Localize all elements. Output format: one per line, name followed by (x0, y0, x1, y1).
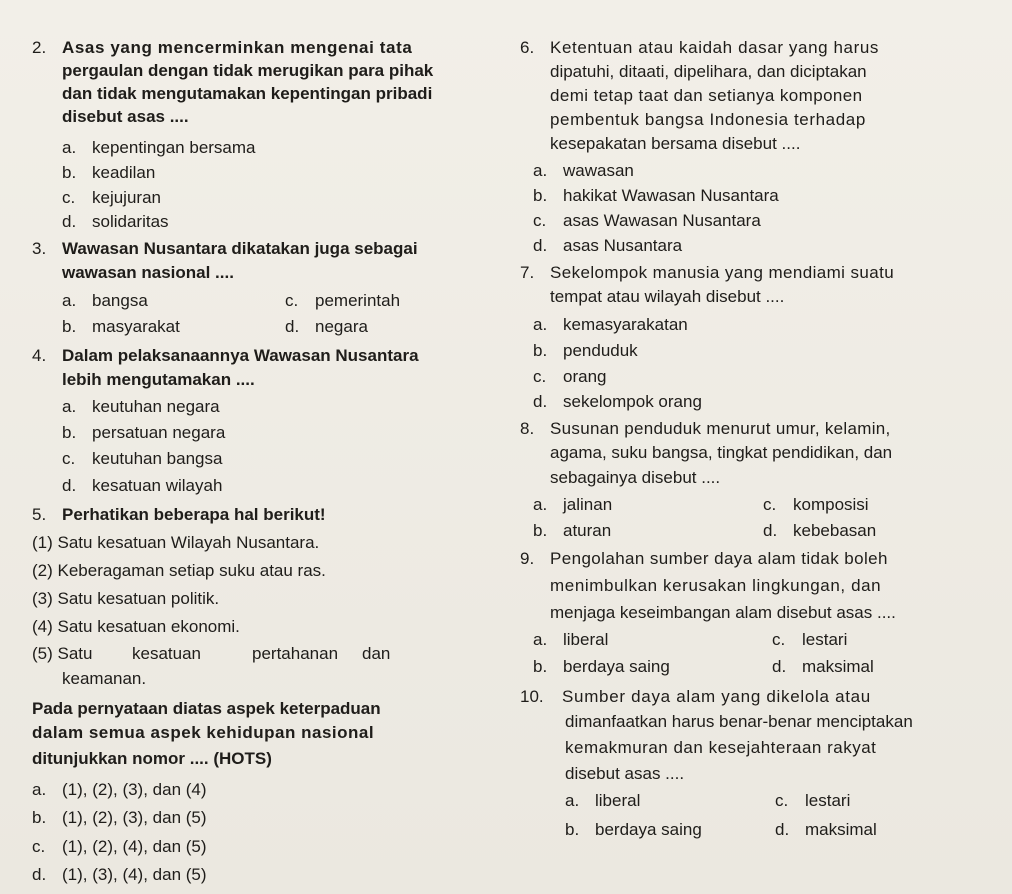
option[interactable]: d. solidaritas (62, 212, 169, 231)
question-stem: menjaga keseimbangan alam disebut asas .... (550, 603, 896, 622)
question-stem: dimanfaatkan harus benar-benar menciptakan (565, 712, 913, 731)
question-stem: dipatuhi, ditaati, dipelihara, dan diciptakan (550, 62, 867, 81)
question-number: 6. (520, 38, 535, 57)
option[interactable]: b. (1), (2), (3), dan (5) (32, 808, 207, 827)
option[interactable]: a. liberal (565, 791, 641, 810)
question-stem: wawasan nasional .... (62, 263, 234, 282)
option[interactable]: b. keadilan (62, 163, 156, 182)
option[interactable]: d. maksimal (775, 820, 877, 839)
question-prompt: Pada pernyataan diatas aspek keterpaduan (32, 699, 381, 718)
question-stem: disebut asas .... (62, 107, 189, 126)
option[interactable]: c. (1), (2), (4), dan (5) (32, 837, 207, 856)
option[interactable]: b. berdaya saing (565, 820, 702, 839)
question-stem: sebagainya disebut .... (550, 468, 721, 487)
option[interactable]: b. berdaya saing (533, 657, 670, 676)
question-stem: Asas yang mencerminkan mengenai tata (62, 38, 413, 57)
option[interactable]: c. lestari (772, 630, 848, 649)
question-prompt: dalam semua aspek kehidupan nasional (32, 723, 375, 742)
question-stem: pembentuk bangsa Indonesia terhadap (550, 110, 866, 129)
option[interactable]: a. jalinan (533, 495, 613, 514)
statement-item: (3) Satu kesatuan politik. (32, 589, 220, 608)
option[interactable]: c. kejujuran (62, 188, 161, 207)
option[interactable]: b. aturan (533, 521, 612, 540)
question-stem: disebut asas .... (565, 764, 685, 783)
question-stem: menimbulkan kerusakan lingkungan, dan (550, 576, 882, 595)
question-stem: pergaulan dengan tidak merugikan para pihak (62, 61, 434, 80)
statement-item: (2) Keberagaman setiap suku atau ras. (32, 561, 326, 580)
question-number: 9. (520, 549, 535, 568)
question-stem: dan tidak mengutamakan kepentingan pribadi (62, 84, 433, 103)
question-number: 10. (520, 687, 544, 706)
option[interactable]: d. asas Nusantara (533, 236, 683, 255)
question-stem: Dalam pelaksanaannya Wawasan Nusantara (62, 346, 419, 365)
option[interactable]: d. kesatuan wilayah (62, 476, 223, 495)
option[interactable]: a. liberal (533, 630, 609, 649)
question-stem: lebih mengutamakan .... (62, 370, 255, 389)
option[interactable]: b. masyarakat (62, 317, 180, 336)
question-stem: tempat atau wilayah disebut .... (550, 287, 785, 306)
option[interactable]: a. (1), (2), (3), dan (4) (32, 780, 207, 799)
option[interactable]: a. kemasyarakatan (533, 315, 688, 334)
question-number: 3. (32, 239, 47, 258)
option[interactable]: a. wawasan (533, 161, 634, 180)
option[interactable]: a. bangsa (62, 291, 148, 310)
option[interactable]: a. kepentingan bersama (62, 138, 256, 157)
question-stem: Sumber daya alam yang dikelola atau (562, 687, 871, 706)
question-stem: Wawasan Nusantara dikatakan juga sebagai (62, 239, 418, 258)
question-stem: Perhatikan beberapa hal berikut! (62, 505, 326, 524)
statement-item: (5) Satu kesatuan pertahanan dan (32, 644, 391, 663)
option[interactable]: d. kebebasan (763, 521, 877, 540)
question-number: 5. (32, 505, 47, 524)
question-stem: kemakmuran dan kesejahteraan rakyat (565, 738, 877, 757)
statement-item: (1) Satu kesatuan Wilayah Nusantara. (32, 533, 320, 552)
option[interactable]: c. komposisi (763, 495, 869, 514)
option[interactable]: c. pemerintah (285, 291, 401, 310)
option[interactable]: c. asas Wawasan Nusantara (533, 211, 761, 230)
option[interactable]: d. negara (285, 317, 368, 336)
question-stem: agama, suku bangsa, tingkat pendidikan, dan (550, 443, 893, 462)
option[interactable]: c. lestari (775, 791, 851, 810)
question-stem: kesepakatan bersama disebut .... (550, 134, 801, 153)
statement-item: (4) Satu kesatuan ekonomi. (32, 617, 240, 636)
option[interactable]: b. hakikat Wawasan Nusantara (533, 186, 779, 205)
statement-item: keamanan. (62, 669, 147, 688)
option[interactable]: a. keutuhan negara (62, 397, 220, 416)
option[interactable]: b. penduduk (533, 341, 638, 360)
question-stem: demi tetap taat dan setianya komponen (550, 86, 863, 105)
question-number: 2. (32, 38, 47, 57)
question-stem: Susunan penduduk menurut umur, kelamin, (550, 419, 891, 438)
question-number: 7. (520, 263, 535, 282)
question-stem: Sekelompok manusia yang mendiami suatu (550, 263, 895, 282)
option[interactable]: d. (1), (3), (4), dan (5) (32, 865, 207, 884)
option[interactable]: c. keutuhan bangsa (62, 449, 223, 468)
question-number: 8. (520, 419, 535, 438)
question-stem: Pengolahan sumber daya alam tidak boleh (550, 549, 888, 568)
option[interactable]: c. orang (533, 367, 607, 386)
question-number: 4. (32, 346, 47, 365)
question-prompt: ditunjukkan nomor .... (HOTS) (32, 749, 272, 768)
option[interactable]: b. persatuan negara (62, 423, 226, 442)
option[interactable]: d. maksimal (772, 657, 874, 676)
option[interactable]: d. sekelompok orang (533, 392, 702, 411)
question-stem: Ketentuan atau kaidah dasar yang harus (550, 38, 880, 57)
